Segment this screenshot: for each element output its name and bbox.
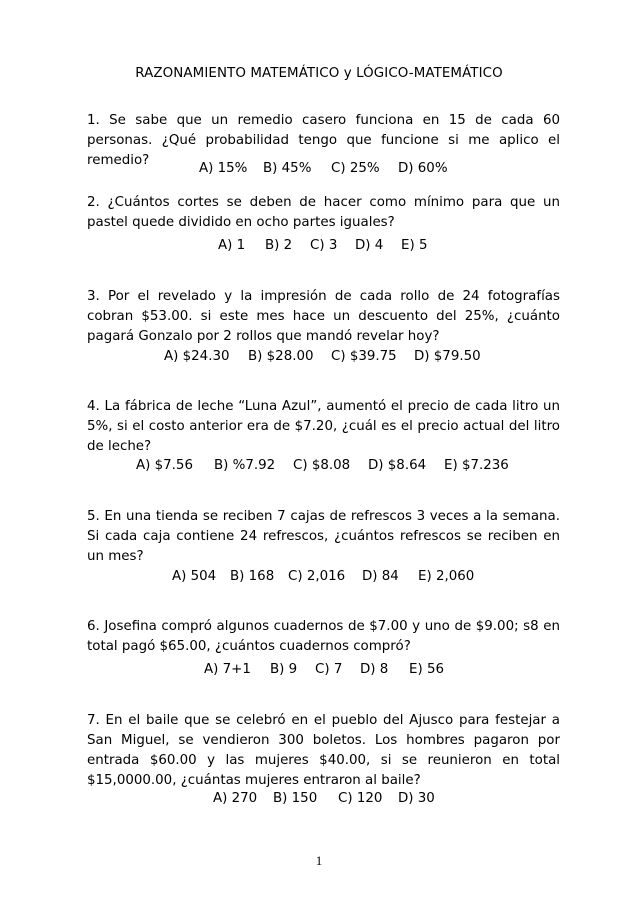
option-a: A) 1 [218,238,246,253]
page-number: 1 [315,853,323,868]
option-d: D) 8 [360,662,389,677]
option-a: A) $24.30 [164,349,230,364]
option-d: D) $8.64 [368,458,427,473]
question-7-options [0,789,638,809]
option-d: D) 60% [398,161,448,176]
page-title: RAZONAMIENTO MATEMÁTICO y LÓGICO-MATEMÁTICO [135,66,503,81]
option-c: C) $39.75 [331,349,397,364]
option-c: C) 3 [310,238,338,253]
option-c: C) 2,016 [288,569,346,584]
question-3-text: 3. Por el revelado y la impresión de cada rollo de 24 fotografías cobran $53.00. si este mes hace un descuento del 25%, ¿cuánto pagará Gonzalo por 2 rollos que mandó revelar hoy? [87,289,560,344]
option-b: B) 9 [270,662,298,677]
option-b: B) 2 [265,238,293,253]
option-b: B) $28.00 [248,349,314,364]
question-6-options [0,660,638,680]
option-d: D) 4 [355,238,384,253]
question-2-options [0,236,638,256]
option-b: B) 45% [263,161,312,176]
option-d: D) $79.50 [414,349,481,364]
option-a: A) 270 [213,791,258,806]
question-3-options [0,347,638,367]
option-a: A) 15% [199,161,248,176]
question-4-text: 4. La fábrica de leche “Luna Azul”, aumentó el precio de cada litro un 5%, si el costo anterior era de $7.20, ¿cuál es el precio actual del litro de leche? [87,399,560,454]
question-1-options [0,159,638,179]
option-d: D) 30 [398,791,435,806]
question-7-text: 7. En el baile que se celebró en el pueblo del Ajusco para festejar a San Miguel, se vendieron 300 boletos. Los hombres pagaron por entrada $60.00 y las mujeres $40.00, si se reunieron en total $15,0000.00, ¿cuántas mujeres entraron al baile? [87,713,560,788]
option-d: D) 84 [362,569,399,584]
option-b: B) %7.92 [214,458,276,473]
question-2-text: 2. ¿Cuántos cortes se deben de hacer como mínimo para que un pastel quede dividido en ocho partes iguales? [87,195,560,230]
option-e: E) $7.236 [444,458,509,473]
option-a: A) 7+1 [204,662,251,677]
option-c: C) 7 [315,662,343,677]
question-4-options [0,456,638,476]
option-b: B) 150 [273,791,318,806]
option-c: C) $8.08 [293,458,351,473]
option-e: E) 56 [409,662,444,677]
option-e: E) 2,060 [418,569,475,584]
option-c: C) 25% [331,161,380,176]
option-c: C) 120 [338,791,383,806]
option-a: A) 504 [172,569,217,584]
question-1-text: 1. Se sabe que un remedio casero funciona en 15 de cada 60 personas. ¿Qué probabilidad tengo que funcione si me aplico el remedio? [87,113,560,168]
question-6-text: 6. Josefina compró algunos cuadernos de $7.00 y uno de $9.00; s8 en total pagó $65.00, ¿cuántos cuadernos compró? [87,619,560,654]
question-5-options [0,567,638,587]
option-a: A) $7.56 [136,458,193,473]
question-5-text: 5. En una tienda se reciben 7 cajas de refrescos 3 veces a la semana. Si cada caja contiene 24 refrescos, ¿cuántos refrescos se reciben en un mes? [87,509,560,564]
option-b: B) 168 [230,569,275,584]
option-e: E) 5 [401,238,428,253]
